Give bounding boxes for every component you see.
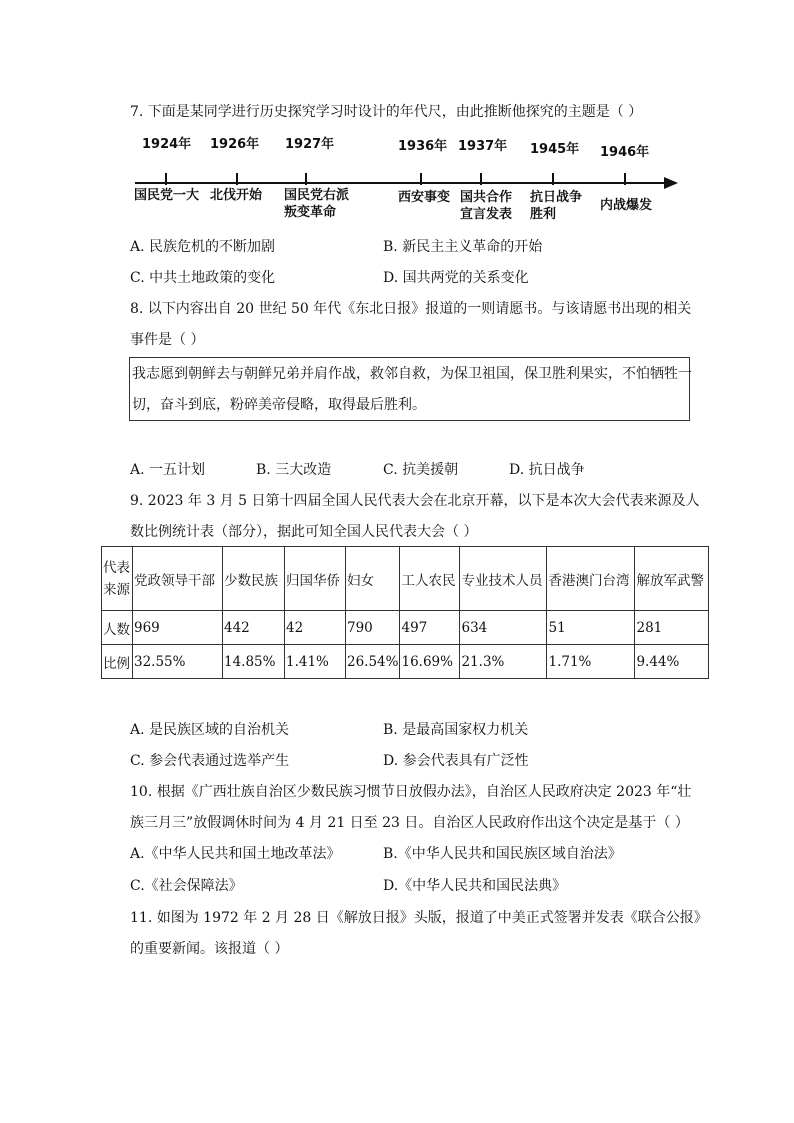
q10-option-b: B.《中华人民共和国民族区域自治法》 bbox=[383, 846, 622, 862]
q11-stem: 11. 如图为 1972 年 2 月 28 日《解放日报》头版，报道了中美正式签署并发表《联合公报》 bbox=[130, 910, 708, 926]
q8-option-d: D. 抗日战争 bbox=[509, 462, 585, 478]
q9-option-d: D. 参会代表具有广泛性 bbox=[383, 753, 529, 769]
timeline-year: 1927年 bbox=[285, 137, 335, 152]
timeline-year: 1936年 bbox=[398, 139, 448, 154]
table-cell: 14.85% bbox=[223, 645, 285, 679]
table-row-label: 比例 bbox=[102, 645, 133, 679]
q8-option-b: B. 三大改造 bbox=[256, 462, 332, 478]
table-header-cell: 工人农民 bbox=[400, 547, 460, 611]
table-cell: 32.55% bbox=[133, 645, 223, 679]
table-row bbox=[102, 611, 709, 645]
q10-stem: 10. 根据《广西壮族自治区少数民族习惯节日放假办法》，自治区人民政府决定 2023 年“壮 bbox=[130, 784, 692, 800]
timeline-event: 国共合作 bbox=[460, 190, 513, 205]
table-cell: 26.54% bbox=[346, 645, 400, 679]
table-cell: 790 bbox=[346, 611, 400, 645]
q8-quote-box bbox=[129, 357, 690, 421]
timeline-axis bbox=[135, 182, 665, 184]
table-cell: 16.69% bbox=[400, 645, 460, 679]
q11-stem-cont: 的重要新闻。该报道（ ） bbox=[130, 941, 289, 957]
table-cell: 1.41% bbox=[285, 645, 346, 679]
table-header-cell: 少数民族 bbox=[223, 547, 285, 611]
timeline-event: 北伐开始 bbox=[210, 188, 263, 203]
table-cell: 969 bbox=[133, 611, 223, 645]
timeline-event: 抗日战争 bbox=[530, 190, 583, 205]
q10-option-a: A.《中华人民共和国土地改革法》 bbox=[130, 846, 341, 862]
timeline-event: 国民党右派 bbox=[284, 188, 350, 203]
q8-stem: 8. 以下内容出自 20 世纪 50 年代《东北日报》报道的一则请愿书。与该请愿书出现的相关 bbox=[130, 301, 692, 317]
q9-option-a: A. 是民族区域的自治机关 bbox=[130, 722, 290, 738]
table-cell: 497 bbox=[400, 611, 460, 645]
q9-option-b: B. 是最高国家权力机关 bbox=[383, 722, 529, 738]
table-corner-cell bbox=[102, 547, 133, 611]
table-cell: 42 bbox=[285, 611, 346, 645]
table-cell: 9.44% bbox=[635, 645, 709, 679]
q8-option-a: A. 一五计划 bbox=[130, 462, 206, 478]
table-header-cell: 专业技术人员 bbox=[460, 547, 547, 611]
timeline-event: 国民党一大 bbox=[134, 188, 200, 203]
q8-quote-line: 切，奋斗到底，粉碎美帝侵略，取得最后胜利。 bbox=[132, 397, 426, 413]
table-row bbox=[102, 645, 709, 679]
q7-stem: 7. 下面是某同学进行历史探究学习时设计的年代尺，由此推断他探究的主题是（ ） bbox=[130, 104, 643, 120]
table-header-cell: 归国华侨 bbox=[285, 547, 346, 611]
q9-stem-cont: 数比例统计表（部分），据此可知全国人民代表大会（ ） bbox=[130, 524, 478, 540]
timeline-year: 1937年 bbox=[458, 139, 508, 154]
table-header-row bbox=[102, 547, 709, 611]
table-cell: 1.71% bbox=[547, 645, 635, 679]
q10-option-c: C.《社会保障法》 bbox=[130, 878, 243, 894]
table-corner-label: 来源 bbox=[103, 581, 130, 598]
q7-option-d: D. 国共两党的关系变化 bbox=[383, 270, 529, 286]
q10-stem-cont: 族三月三”放假调休时间为 4 月 21 日至 23 日。自治区人民政府作出这个决定是基于（ ） bbox=[130, 815, 689, 831]
delegate-stats-table bbox=[101, 546, 709, 679]
q7-option-a: A. 民族危机的不断加剧 bbox=[130, 239, 276, 255]
timeline-year: 1924年 bbox=[142, 137, 192, 152]
table-row-label: 人数 bbox=[102, 611, 133, 645]
timeline-event: 叛变革命 bbox=[284, 205, 337, 220]
table-cell: 281 bbox=[635, 611, 709, 645]
timeline-event: 胜利 bbox=[530, 207, 557, 222]
table-header-cell: 党政领导干部 bbox=[133, 547, 223, 611]
q7-option-b: B. 新民主主义革命的开始 bbox=[383, 239, 543, 255]
timeline-year: 1946年 bbox=[600, 145, 650, 160]
timeline-event: 内战爆发 bbox=[600, 198, 653, 213]
q8-quote-line: 我志愿到朝鲜去与朝鲜兄弟并肩作战，救邻自救，为保卫祖国，保卫胜利果实，不怕牺牲一 bbox=[132, 366, 692, 382]
table-corner-label: 代表 bbox=[103, 559, 130, 576]
timeline-year: 1945年 bbox=[530, 142, 580, 157]
q8-option-c: C. 抗美援朝 bbox=[383, 462, 459, 478]
table-header-cell: 妇女 bbox=[346, 547, 400, 611]
table-cell: 21.3% bbox=[460, 645, 547, 679]
q7-option-c: C. 中共土地政策的变化 bbox=[130, 270, 276, 286]
q8-stem-cont: 事件是（ ） bbox=[130, 332, 205, 348]
timeline-year: 1926年 bbox=[210, 137, 260, 152]
timeline-event: 西安事变 bbox=[398, 190, 451, 205]
table-header-cell: 解放军武警 bbox=[635, 547, 709, 611]
q10-option-d: D.《中华人民共和国民法典》 bbox=[383, 878, 567, 894]
table-cell: 51 bbox=[547, 611, 635, 645]
timeline-arrow-icon bbox=[664, 177, 678, 189]
q9-stem: 9. 2023 年 3 月 5 日第十四届全国人民代表大会在北京开幕，以下是本次大会代表来源及人 bbox=[130, 493, 700, 509]
timeline-event: 宣言发表 bbox=[460, 207, 513, 222]
table-header-cell: 香港澳门台湾 bbox=[547, 547, 635, 611]
q9-option-c: C. 参会代表通过选举产生 bbox=[130, 753, 290, 769]
table-cell: 634 bbox=[460, 611, 547, 645]
table-cell: 442 bbox=[223, 611, 285, 645]
